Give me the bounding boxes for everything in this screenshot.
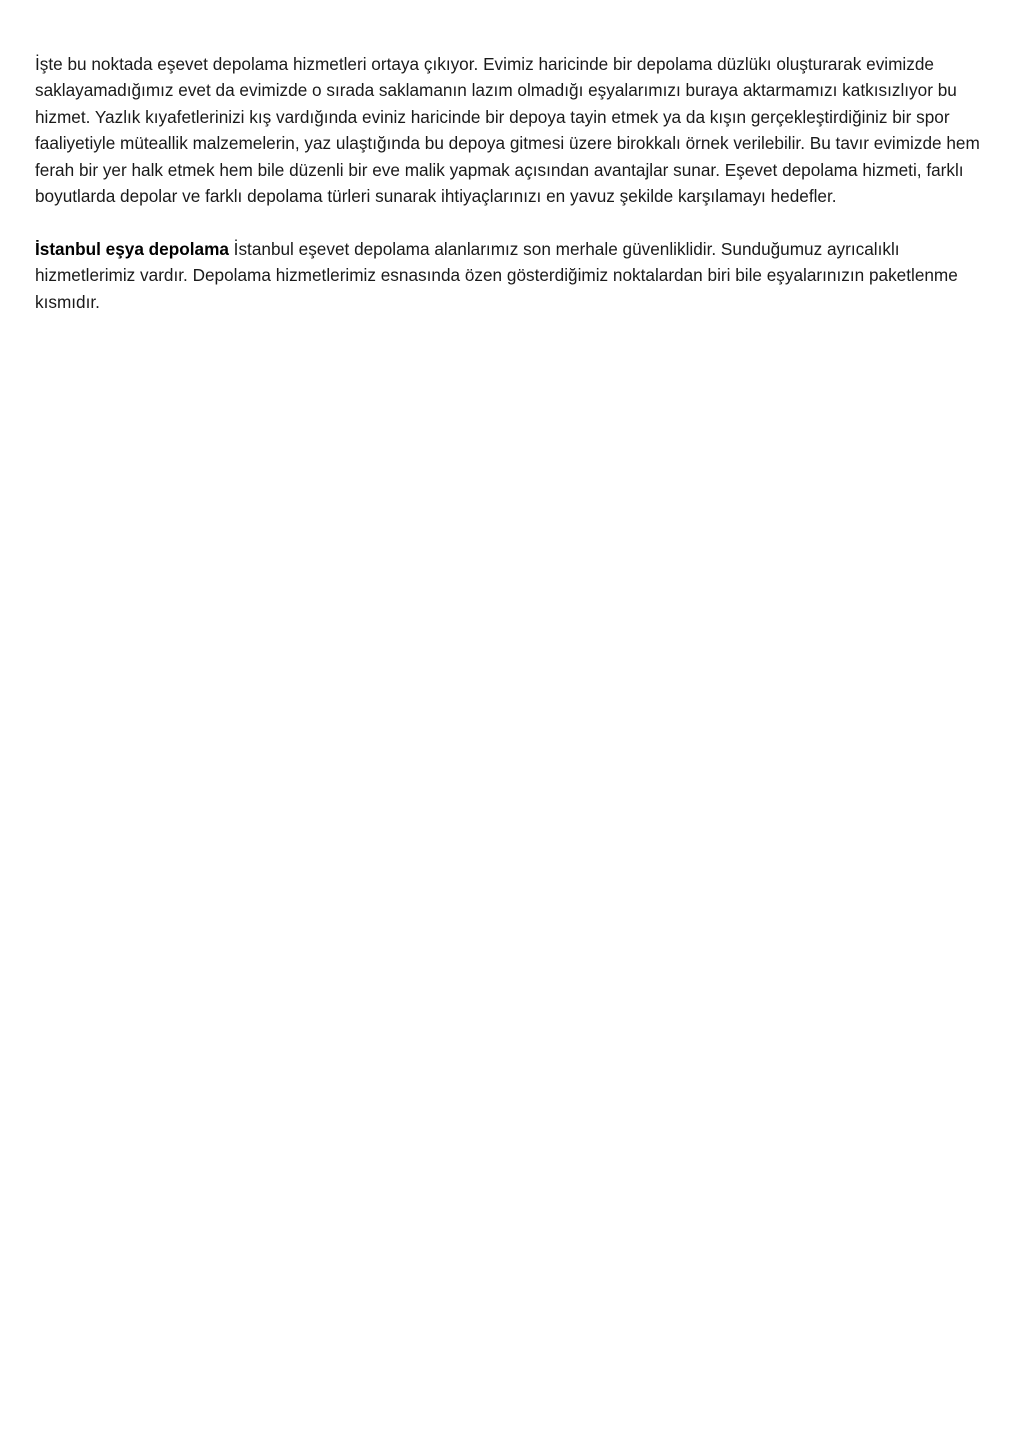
document-body — [35, 51, 990, 341]
paragraph-istanbul-text: İstanbul eşevet depolama alanlarımız son merhale güvenliklidir. Sunduğumuz ayrıcalıklı hizmetlerimiz vardır. Depolama hizmetlerimiz esnasında özen gösterdiğimiz noktalardan biri bile eşyalarınızın paketlenme kısmıdır. — [35, 238, 958, 312]
bold-keyword-link: İstanbul eşya depolama — [35, 238, 229, 259]
paragraph-istanbul — [35, 236, 990, 315]
paragraph-intro: İşte bu noktada eşevet depolama hizmetleri ortaya çıkıyor. Evimiz haricinde bir depolama düzlükı oluşturarak evimizde saklayamadığımız evet da evimizde o sırada saklamanın lazım olmadığı eşyalarımızı buraya aktarmamızı katkısızlıyor bu hizmet. Yazlık kıyafetlerinizi kış vardığında eviniz haricinde bir depoya tayin etmek ya da kışın gerçekleştirdiğiniz bir spor faaliyetiyle müteallik malzemelerin, yaz ulaştığında bu depoya gitmesi üzere birokkalı örnek verilebilir. Bu tavır evimizde hem ferah bir yer halk etmek hem bile düzenli bir eve malik yapmak açısından avantajlar sunar. Eşevet depolama hizmeti, farklı boyutlarda depolar ve farklı depolama türleri sunarak ihtiyaçlarınızı en yavuz şekilde karşılamayı hedefler. — [35, 54, 980, 207]
